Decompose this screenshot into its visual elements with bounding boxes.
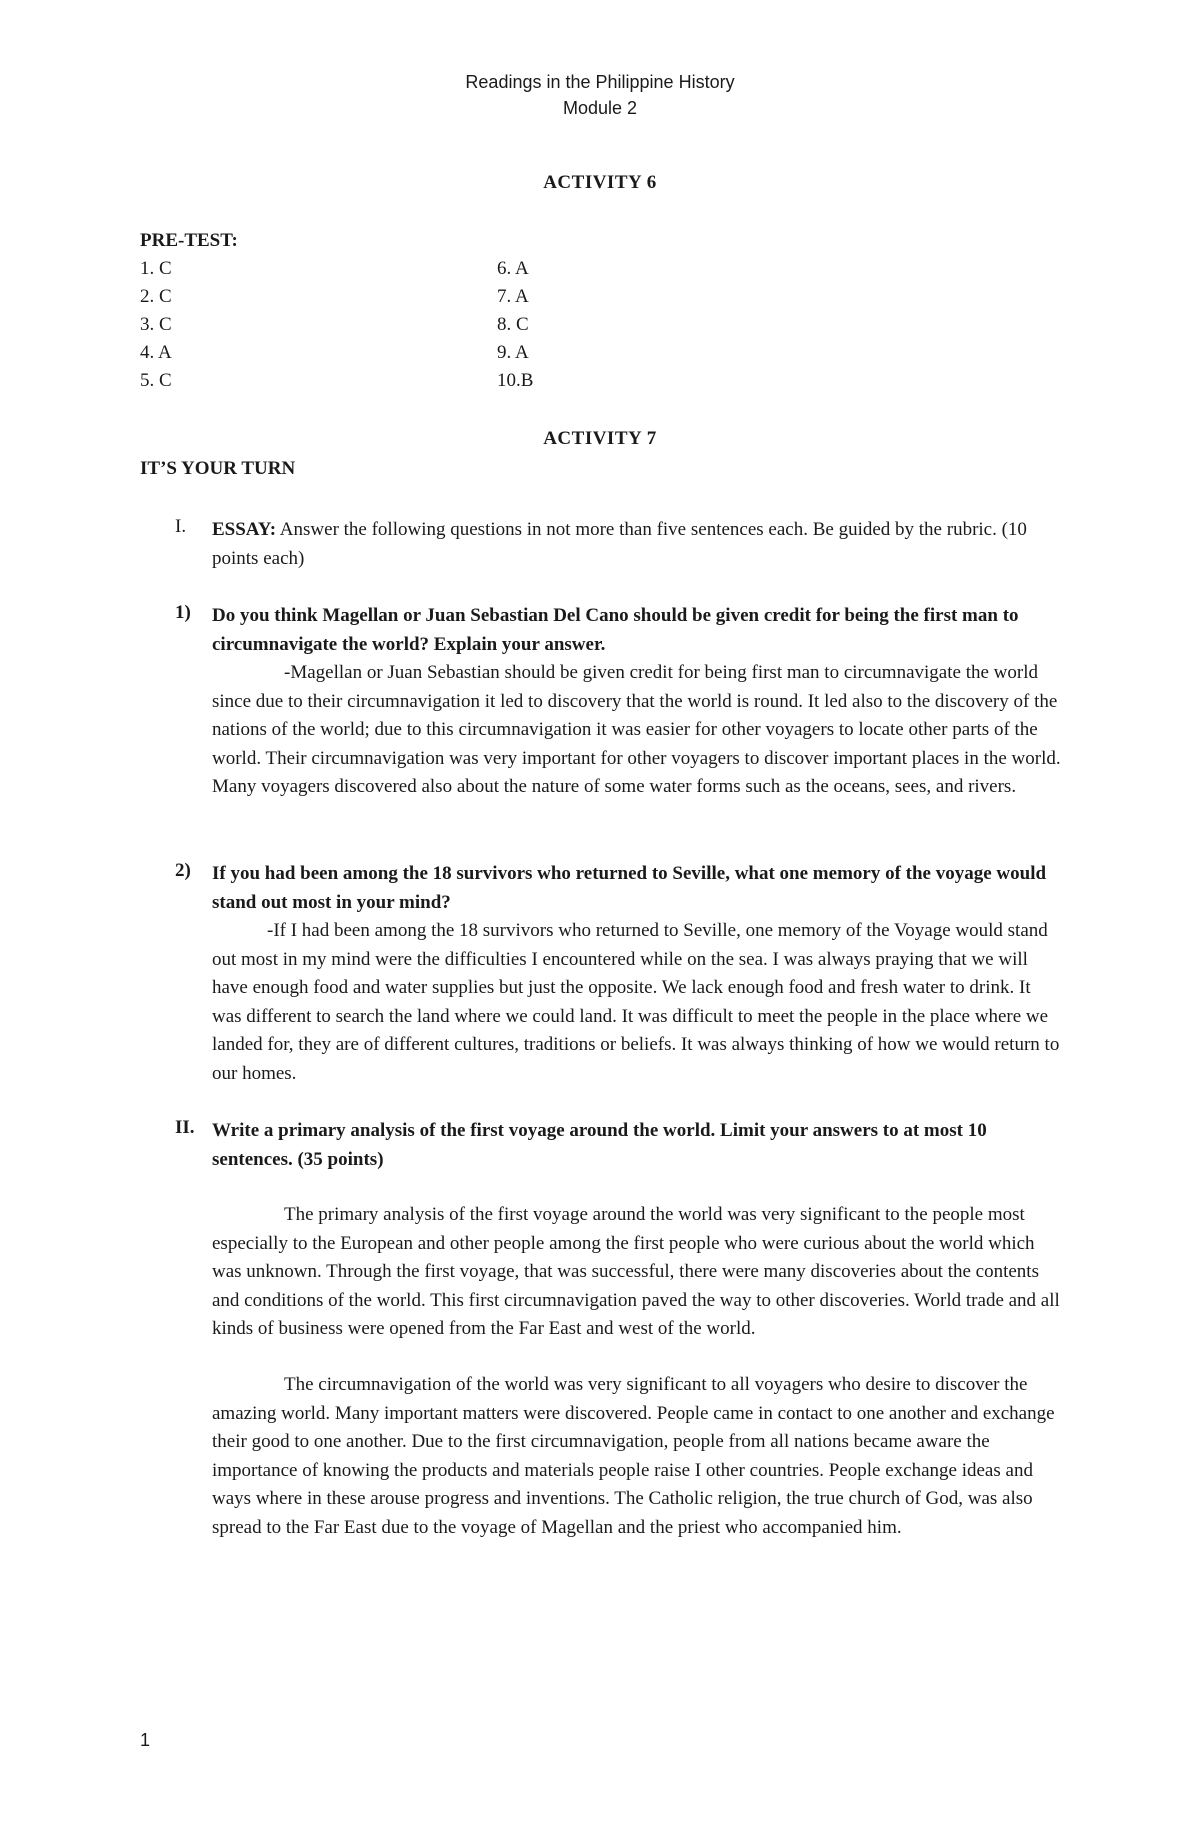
- pretest-answers-col1: [140, 255, 172, 395]
- pretest-answer: 9. A: [497, 342, 529, 363]
- pretest-answer: 10.B: [497, 370, 534, 391]
- essay-label: ESSAY:: [212, 519, 277, 540]
- section-2-paragraph-2: The circumnavigation of the world was very significant to all voyagers who desire to discover the amazing world. Many important matters were discovered. People came in contact to one another and exchange their good to one another. Due to the first circumnavigation, people from all nations became aware the importance of knowing the products and materials people raise I other countries. People exchange ideas and ways where in these arouse progress and inventions. The Catholic religion, the true church of God, was also spread to the Far East due to the voyage of Magellan and the priest who accompanied him.: [212, 1374, 1055, 1538]
- section-1-numeral: I.: [175, 516, 187, 537]
- header-module: Module 2: [562, 98, 638, 118]
- pretest-answer: 4. A: [140, 342, 172, 363]
- section-2-question: Write a primary analysis of the first voyage around the world. Limit your answers to at most 10 sentences. (35 points): [212, 1120, 987, 1170]
- question-1-number: 1): [175, 602, 191, 623]
- pretest-label: PRE-TEST:: [140, 230, 238, 251]
- pretest-answers-col2: [497, 255, 533, 395]
- pretest-answer: 8. C: [497, 314, 529, 335]
- question-1-text: Do you think Magellan or Juan Sebastian Del Cano should be given credit for being the first man to circumnavigate the world? Explain your answer.: [212, 605, 1019, 655]
- question-2-text: If you had been among the 18 survivors who returned to Seville, what one memory of the voyage would stand out most in your mind?: [212, 863, 1047, 913]
- pretest-answer: 5. C: [140, 370, 172, 391]
- page-number: 1: [140, 1730, 151, 1750]
- pretest-answer: 7. A: [497, 286, 529, 307]
- header-course-title: Readings in the Philippine History: [465, 72, 735, 92]
- question-2-answer: -If I had been among the 18 survivors who returned to Seville, one memory of the Voyage would stand out most in my mind were the difficulties I encountered while on the sea. I was always praying that we will have enough food and water supplies but just the opposite. We lack enough food and fresh water to drink. It was different to search the land where we could land. It was difficult to meet the people in the place where we landed for, they are of different cultures, traditions or beliefs. It was always thinking of how we would return to our homes.: [212, 920, 1060, 1084]
- pretest-answer: 6. A: [497, 258, 529, 279]
- activity-7-title: ACTIVITY 7: [543, 428, 657, 449]
- pretest-answer: 3. C: [140, 314, 172, 335]
- pretest-answer: 2. C: [140, 286, 172, 307]
- question-2-number: 2): [175, 860, 191, 881]
- activity-6-title: ACTIVITY 6: [543, 172, 657, 193]
- essay-instructions: Answer the following questions in not more than five sentences each. Be guided by the rubric. (10 points each): [212, 519, 1027, 569]
- section-1-instructions: [212, 516, 1064, 573]
- section-2-numeral: II.: [175, 1117, 195, 1138]
- activity-7-subtitle: IT’S YOUR TURN: [140, 458, 296, 479]
- question-1-answer: -Magellan or Juan Sebastian should be given credit for being first man to circumnavigate the world since due to their circumnavigation it led to discovery that the world is round. It led also to the discovery of the nations of the world; due to this circumnavigation it was easier for other voyagers to locate other parts of the world. Their circumnavigation was very important for other voyagers to discover important places in the world. Many voyagers discovered also about the nature of some water forms such as the oceans, sees, and rivers.: [212, 662, 1061, 798]
- section-2-paragraph-1: The primary analysis of the first voyage around the world was very significant to the people most especially to the European and other people among the first people who were curious about the world which was unknown. Through the first voyage, that was successful, there were many discoveries about the contents and conditions of the world. This first circumnavigation paved the way to other discoveries. World trade and all kinds of business were opened from the Far East and west of the world.: [212, 1204, 1060, 1340]
- pretest-answer: 1. C: [140, 258, 172, 279]
